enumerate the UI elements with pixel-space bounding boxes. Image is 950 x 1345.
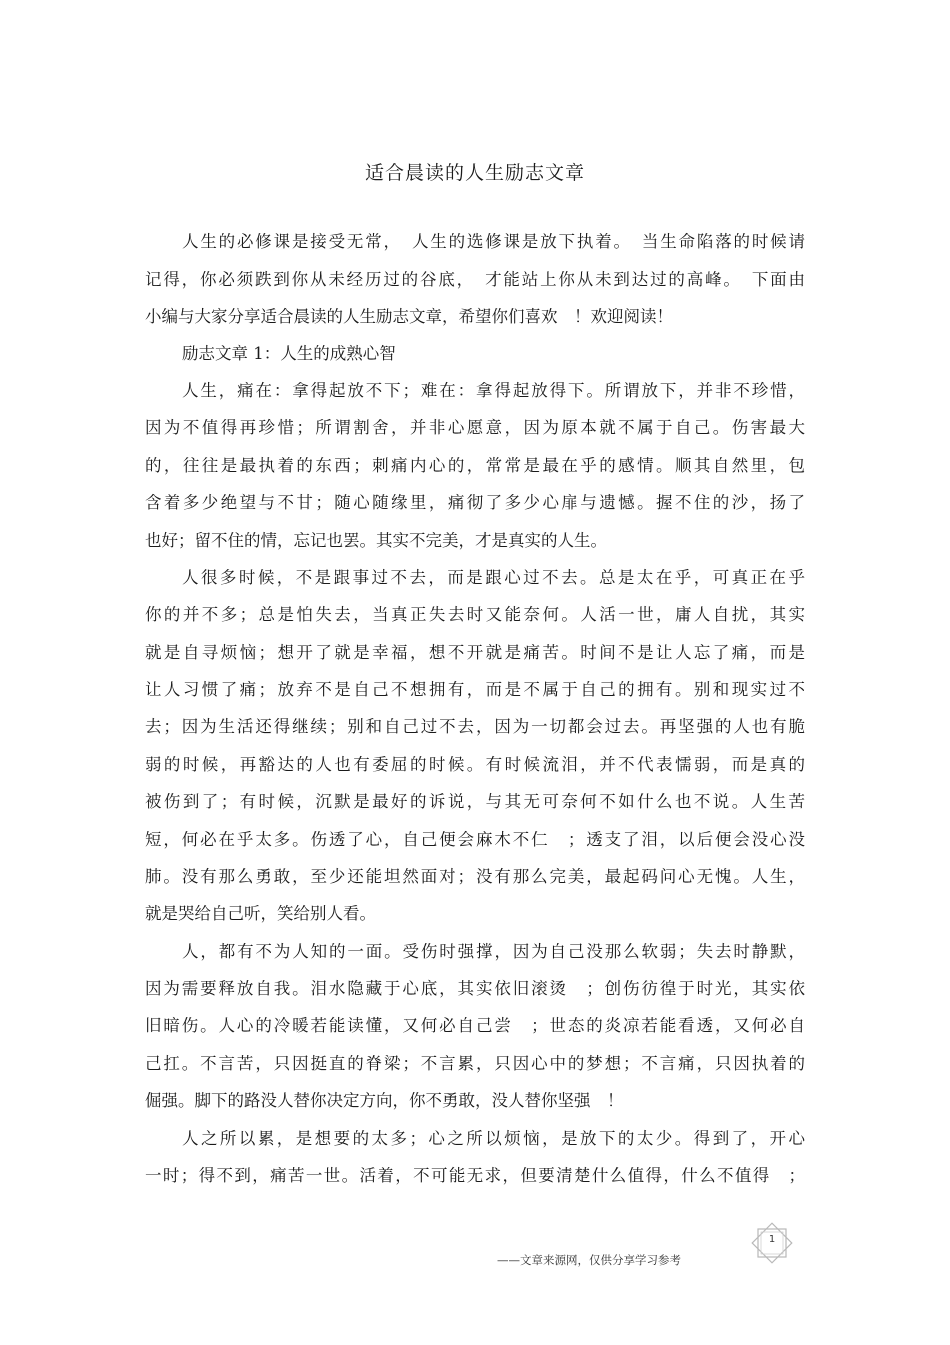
page-number-badge: [749, 1220, 795, 1266]
text-line: 去；因为生活还得继续；别和自己过不去，因为一切都会过去。再坚强的人也有脆: [145, 717, 805, 736]
text-line: 己扛。不言苦，只因挺直的脊梁；不言累，只因心中的梦想；不言痛，只因执着的: [145, 1054, 805, 1073]
text-line: 人之所以累，是想要的太多；心之所以烦恼，是放下的太少。得到了，开心: [182, 1129, 805, 1148]
text-line: 人，都有不为人知的一面。受伤时强撑，因为自己没那么软弱；失去时静默，: [182, 942, 805, 961]
article-title: 适合晨读的人生励志文章: [364, 162, 585, 184]
text-line: 旧暗伤。人心的冷暖若能读懂，又何必自己尝 ；世态的炎凉若能看透，又何必自: [145, 1016, 805, 1035]
text-line: 因为需要释放自我。泪水隐藏于心底，其实依旧滚烫 ；创伤彷徨于时光，其实依: [145, 979, 805, 998]
text-line: 记得，你必须跌到你从未经历过的谷底， 才能站上你从未到达过的高峰。 下面由: [145, 270, 805, 289]
footer-note: ——文章来源网，仅供分享学习参考: [497, 1253, 681, 1267]
text-line: 被伤到了；有时候，沉默是最好的诉说，与其无可奈何不如什么也不说。人生苦: [145, 792, 805, 811]
text-line: 倔强。脚下的路没人替你决定方向，你不勇敢，没人替你坚强 ！: [145, 1091, 624, 1110]
text-line: 就是哭给自己听，笑给别人看。: [145, 904, 376, 923]
text-line: 让人习惯了痛；放弃不是自己不想拥有，而是不属于自己的拥有。别和现实过不: [145, 680, 805, 699]
text-line: 含着多少绝望与不甘；随心随缘里，痛彻了多少心扉与遗憾。握不住的沙，扬了: [145, 493, 805, 512]
text-line: 人生的必修课是接受无常， 人生的选修课是放下执着。 当生命陷落的时候请: [182, 232, 805, 251]
text-line: 因为不值得再珍惜；所谓割舍，并非心愿意，因为原本就不属于自己。伤害最大: [145, 418, 805, 437]
section-heading: 励志文章 1：人生的成熟心智: [182, 344, 396, 363]
text-line: 你的并不多；总是怕失去，当真正失去时又能奈何。人活一世，庸人自扰，其实: [145, 605, 805, 624]
text-line: 就是自寻烦恼；想开了就是幸福，想不开就是痛苦。时间不是让人忘了痛，而是: [145, 643, 805, 662]
text-line: 短，何必在乎太多。伤透了心，自己便会麻木不仁 ；透支了泪，以后便会没心没: [145, 830, 805, 849]
page-number: 1: [768, 1234, 776, 1245]
text-line: 小编与大家分享适合晨读的人生励志文章，希望你们喜欢 ！欢迎阅读！: [145, 307, 673, 326]
text-line: 人生，痛在：拿得起放不下；难在：拿得起放得下。所谓放下，并非不珍惜，: [182, 381, 805, 400]
text-line: 一时；得不到，痛苦一世。活着，不可能无求，但要清楚什么值得，什么不值得 ；: [145, 1166, 805, 1185]
text-line: 人很多时候，不是跟事过不去，而是跟心过不去。总是太在乎，可真正在乎: [182, 568, 805, 587]
text-line: 肺。没有那么勇敢，至少还能坦然面对；没有那么完美，最起码问心无愧。人生，: [145, 867, 805, 886]
text-line: 也好；留不住的情，忘记也罢。其实不完美，才是真实的人生。: [145, 531, 607, 550]
text-line: 弱的时候，再豁达的人也有委屈的时候。有时候流泪，并不代表懦弱，而是真的: [145, 755, 805, 774]
text-line: 的，往往是最执着的东西；刺痛内心的，常常是最在乎的感情。顺其自然里，包: [145, 456, 805, 475]
